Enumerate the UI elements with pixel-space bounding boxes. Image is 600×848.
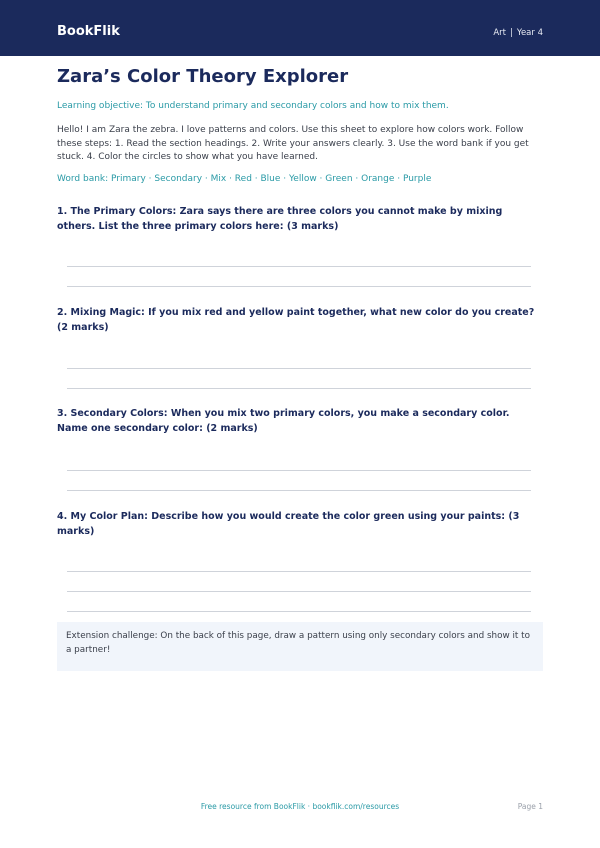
header-meta xyxy=(493,26,543,40)
extension-challenge-text: Extension challenge: On the back of this page, draw a pattern using only secondary colors and show it to a partner! xyxy=(66,631,531,655)
answer-line[interactable] xyxy=(67,388,531,389)
page-header xyxy=(0,0,600,56)
question-4-text: 4. My Color Plan: Describe how you would create the color green using your paints: (3 marks) xyxy=(57,511,520,537)
answer-line[interactable] xyxy=(67,611,531,612)
intro-text: Hello! I am Zara the zebra. I love patterns and colors. Use this sheet to explore how colors work. Follow these steps: 1. Read the section headings. 2. Write your answers clearly. 3. Use the word bank if you get stuck. 4. Color the circles to show what you have learned. xyxy=(57,125,529,163)
question-2 xyxy=(57,305,543,395)
question-1 xyxy=(57,204,543,294)
question-4 xyxy=(57,509,543,619)
year-label: Year 4 xyxy=(516,28,543,38)
worksheet-title: Zara’s Color Theory Explorer xyxy=(57,66,349,87)
answer-line[interactable] xyxy=(67,571,531,572)
page-number: Page 1 xyxy=(517,802,543,811)
brand-logo[interactable]: BookFlik xyxy=(57,24,120,39)
answer-line[interactable] xyxy=(67,490,531,491)
answer-line[interactable] xyxy=(67,286,531,287)
question-3-text: 3. Secondary Colors: When you mix two primary colors, you make a secondary color. Name one secondary color: (2 marks) xyxy=(57,408,510,434)
word-bank: Word bank: Primary · Secondary · Mix · Red · Blue · Yellow · Green · Orange · Purple xyxy=(57,174,432,184)
learning-objective: Learning objective: To understand primary and secondary colors and how to mix them. xyxy=(57,101,449,111)
question-1-text: 1. The Primary Colors: Zara says there are three colors you cannot make by mixing others. List the three primary colors here: (3 marks) xyxy=(57,206,503,232)
answer-line[interactable] xyxy=(67,368,531,369)
extension-challenge-box xyxy=(57,622,543,671)
subject-label: Art xyxy=(493,28,507,38)
answer-line[interactable] xyxy=(67,266,531,267)
answer-line[interactable] xyxy=(67,591,531,592)
question-3 xyxy=(57,406,543,496)
answer-line[interactable] xyxy=(67,470,531,471)
footer-note[interactable]: Free resource from BookFlik · bookflik.com/resources xyxy=(200,802,400,811)
meta-separator: | xyxy=(510,28,513,38)
question-2-text: 2. Mixing Magic: If you mix red and yellow paint together, what new color do you create? (2 marks) xyxy=(57,307,535,333)
